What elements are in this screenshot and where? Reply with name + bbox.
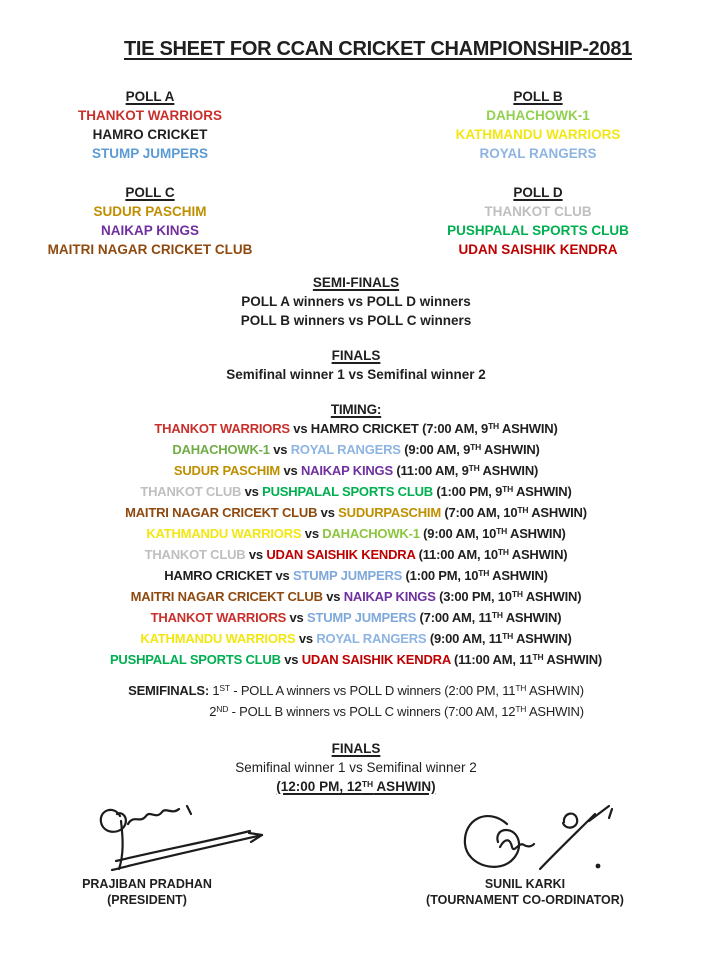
- finals-top-heading: FINALS: [331, 348, 381, 363]
- timing-row: [0, 482, 712, 503]
- match-date: ASHWIN): [513, 631, 572, 646]
- team-name: STUMP JUMPERS: [91, 146, 209, 161]
- team-name: KATHMANDU WARRIORS: [455, 127, 621, 142]
- poll-a-section: [0, 87, 300, 163]
- page-title: TIE SHEET FOR CCAN CRICKET CHAMPIONSHIP-2081: [124, 38, 632, 60]
- signatory-role: (PRESIDENT): [107, 893, 187, 907]
- schedule-text: - POLL B winners vs POLL C winners (7:00 AM, 12: [228, 704, 516, 719]
- polls-row-1: [0, 87, 712, 163]
- timing-row: [0, 545, 712, 566]
- ordinal-suffix: TH: [502, 630, 514, 641]
- match-time: (11:00 AM, 10: [415, 547, 498, 562]
- ordinal-suffix: TH: [361, 778, 374, 789]
- team1-name: MAITRI NAGAR CRICEKT CLUB: [125, 505, 318, 520]
- team2-name: PUSHPALAL SPORTS CLUB: [262, 484, 433, 499]
- team2-name: DAHACHOWK-1: [322, 526, 420, 541]
- match-date: ASHWIN): [499, 421, 558, 436]
- match-date: ASHWIN): [507, 526, 566, 541]
- team-name: DAHACHOWK-1: [486, 108, 590, 123]
- vs-label: vs: [280, 652, 302, 667]
- semifinals-label: SEMIFINALS:: [128, 683, 213, 698]
- match-time: (1:00 PM, 9: [432, 484, 503, 499]
- poll-a-heading: POLL A: [125, 89, 175, 104]
- match-time: (3:00 PM, 10: [435, 589, 512, 604]
- finals-datetime: (12:00 PM, 12TH ASHWIN): [276, 778, 436, 794]
- team1-name: KATHMANDU WARRIORS: [140, 631, 296, 646]
- vs-label: vs: [322, 589, 344, 604]
- team2-name: UDAN SAISHIK KENDRA: [301, 652, 451, 667]
- timing-row: [0, 524, 712, 545]
- timing-row: [0, 440, 712, 461]
- coordinator-signature-icon: [452, 802, 622, 874]
- team2-name: ROYAL RANGERS: [290, 442, 401, 457]
- match-date: ASHWIN): [481, 442, 540, 457]
- semi-finals-section: [0, 273, 712, 330]
- semifinal-schedule-line-1: [128, 681, 584, 702]
- match-time: (11:00 AM, 11: [450, 652, 533, 667]
- vs-label: vs: [301, 526, 323, 541]
- team1-name: DAHACHOWK-1: [172, 442, 270, 457]
- team2-name: HAMRO CRICKET: [310, 421, 419, 436]
- ordinal-suffix: TH: [517, 504, 529, 515]
- timing-row: [0, 419, 712, 440]
- timing-row: [0, 608, 712, 629]
- timing-row: [0, 629, 712, 650]
- ordinal-suffix: TH: [488, 420, 499, 431]
- match-time: (7:00 AM, 9: [418, 421, 489, 436]
- match-time: (1:00 PM, 10: [402, 568, 479, 583]
- team2-name: STUMP JUMPERS: [307, 610, 417, 625]
- timing-row: [0, 461, 712, 482]
- signatory-role: (TOURNAMENT CO-ORDINATOR): [426, 893, 624, 907]
- match-time: (9:00 AM, 11: [426, 631, 503, 646]
- team2-name: NAIKAP KINGS: [343, 589, 436, 604]
- team-name: MAITRI NAGAR CRICKET CLUB: [47, 242, 253, 257]
- schedule-text: - POLL A winners vs POLL D winners (2:00 PM, 11: [229, 683, 516, 698]
- ordinal-suffix: TH: [491, 609, 503, 620]
- poll-d-heading: POLL D: [513, 185, 563, 200]
- team-name: UDAN SAISHIK KENDRA: [458, 242, 618, 257]
- team2-name: ROYAL RANGERS: [316, 631, 427, 646]
- timing-row: [0, 650, 712, 671]
- team-name: THANKOT CLUB: [484, 204, 592, 219]
- team-name: PUSHPALAL SPORTS CLUB: [447, 223, 629, 238]
- match-date: ASHWIN): [528, 505, 587, 520]
- timing-row: [0, 566, 712, 587]
- team1-name: THANKOT CLUB: [140, 484, 242, 499]
- team1-name: THANKOT CLUB: [144, 547, 246, 562]
- match-date: ASHWIN): [522, 589, 582, 604]
- vs-label: vs: [317, 505, 339, 520]
- finals-bottom-heading: FINALS: [331, 741, 381, 756]
- team1-name: PUSHPALAL SPORTS CLUB: [109, 652, 281, 667]
- poll-c-section: [0, 183, 300, 259]
- team-name: NAIKAP KINGS: [100, 223, 199, 238]
- vs-label: vs: [245, 547, 267, 562]
- timing-row: [0, 503, 712, 524]
- team1-name: THANKOT WARRIORS: [154, 421, 290, 436]
- match-date: ASHWIN): [489, 568, 548, 583]
- match-time: (9:00 AM, 10: [419, 526, 497, 541]
- ordinal-suffix: TH: [515, 703, 527, 714]
- timing-section: [0, 400, 712, 671]
- team-name: ROYAL RANGERS: [479, 146, 597, 161]
- president-signature-block: [32, 802, 262, 908]
- semi-final-line: POLL B winners vs POLL C winners: [240, 313, 472, 328]
- finals-bottom-line: Semifinal winner 1 vs Semifinal winner 2: [235, 760, 477, 775]
- polls-row-2: [0, 183, 712, 259]
- team2-name: SUDURPASCHIM: [338, 505, 441, 520]
- timing-row: [0, 587, 712, 608]
- vs-label: vs: [269, 442, 291, 457]
- match-time: (11:00 AM, 9: [392, 463, 469, 478]
- team-name: HAMRO CRICKET: [92, 127, 208, 142]
- poll-b-section: [388, 87, 688, 163]
- poll-d-section: [388, 183, 688, 259]
- team1-name: THANKOT WARRIORS: [150, 610, 287, 625]
- match-time: (7:00 AM, 10: [440, 505, 518, 520]
- match-time: (9:00 AM, 9: [400, 442, 471, 457]
- team-name: THANKOT WARRIORS: [78, 108, 222, 123]
- team1-name: MAITRI NAGAR CRICEKT CLUB: [130, 589, 323, 604]
- signatory-name: PRAJIBAN PRADHAN: [82, 877, 212, 891]
- ordinal-suffix: ND: [216, 703, 229, 714]
- timing-heading: TIMING:: [330, 402, 382, 417]
- semi-finals-heading: SEMI-FINALS: [312, 275, 400, 290]
- team1-name: HAMRO CRICKET: [164, 568, 273, 583]
- poll-c-heading: POLL C: [125, 185, 175, 200]
- signatures-row: [0, 802, 712, 908]
- ordinal-suffix: ST: [219, 682, 230, 693]
- ordinal-number: 2: [209, 704, 217, 719]
- poll-b-heading: POLL B: [513, 89, 563, 104]
- semifinal-schedule-line-2: [128, 702, 584, 723]
- vs-label: vs: [272, 568, 293, 583]
- coordinator-signature-block: [390, 802, 660, 908]
- ordinal-suffix: TH: [496, 525, 508, 536]
- team2-name: UDAN SAISHIK KENDRA: [266, 547, 416, 562]
- finals-section-bottom: [0, 739, 712, 798]
- match-date: ASHWIN): [479, 463, 539, 478]
- team-name: SUDUR PASCHIM: [93, 204, 207, 219]
- ordinal-suffix: TH: [515, 682, 527, 693]
- vs-label: vs: [289, 421, 311, 436]
- schedule-text: ASHWIN): [526, 704, 584, 719]
- vs-label: vs: [241, 484, 263, 499]
- vs-label: vs: [295, 631, 317, 646]
- match-date: ASHWIN): [508, 547, 568, 562]
- schedule-text: ASHWIN): [526, 683, 584, 698]
- vs-label: vs: [280, 463, 301, 478]
- ordinal-suffix: TH: [502, 483, 514, 494]
- ordinal-suffix: TH: [478, 567, 490, 578]
- ordinal-suffix: TH: [470, 441, 482, 452]
- finals-top-line: Semifinal winner 1 vs Semifinal winner 2: [226, 367, 486, 382]
- team2-name: NAIKAP KINGS: [300, 463, 393, 478]
- ordinal-suffix: TH: [511, 588, 523, 599]
- finals-section-top: [0, 346, 712, 384]
- ordinal-suffix: TH: [532, 651, 544, 662]
- ordinal-suffix: TH: [497, 546, 509, 557]
- vs-label: vs: [286, 610, 307, 625]
- team2-name: STUMP JUMPERS: [292, 568, 403, 583]
- president-signature-icon: [90, 802, 280, 874]
- match-date: ASHWIN): [502, 610, 562, 625]
- team1-name: KATHMANDU WARRIORS: [146, 526, 302, 541]
- signatory-name: SUNIL KARKI: [484, 877, 566, 891]
- team1-name: SUDUR PASCHIM: [173, 463, 281, 478]
- semi-final-line: POLL A winners vs POLL D winners: [241, 294, 471, 309]
- match-date: ASHWIN): [513, 484, 572, 499]
- match-date: ASHWIN): [543, 652, 603, 667]
- ordinal-suffix: TH: [468, 462, 480, 473]
- match-time: (7:00 AM, 11: [416, 610, 492, 625]
- semifinal-schedule: [128, 681, 584, 723]
- ordinal-number: 1: [212, 683, 220, 698]
